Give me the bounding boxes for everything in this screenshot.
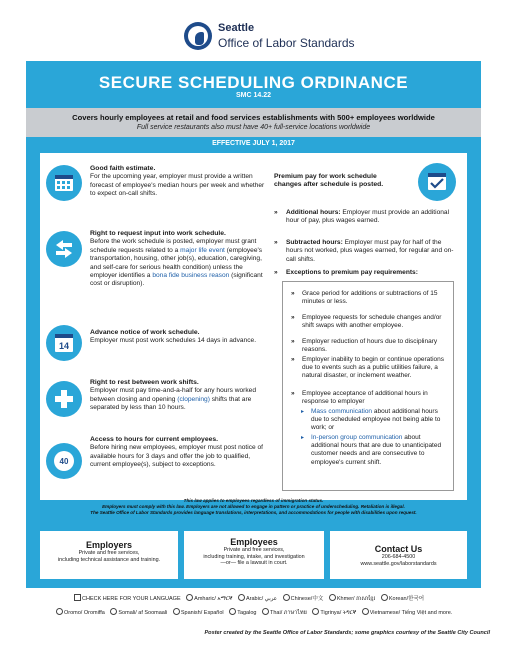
svg-text:40: 40: [59, 457, 69, 466]
contact-box: [330, 531, 467, 579]
item-text: Before the work schedule is posted, employer must grant schedule requests related to a: [90, 238, 257, 254]
arrow-icon: »: [291, 338, 295, 345]
bullet-additional-hours: » Additional hours: Employer must provide an additional hour of pay, plus wages earned.: [274, 209, 450, 225]
arrow-icon: »: [274, 269, 278, 276]
arrow-icon: »: [274, 239, 278, 246]
language-option[interactable]: Tigrinya/ ትግርኛ: [312, 610, 356, 616]
item-heading: Good faith estimate.: [90, 165, 156, 172]
item-text: For the upcoming year, employer must provide a written forecast of employee's median hours per week and whether to expect on-call shifts.: [90, 173, 265, 198]
language-option[interactable]: Somali/ af Soomaali: [110, 610, 167, 616]
bullet-exceptions: » Exceptions to premium pay requirements:: [274, 269, 418, 276]
language-option[interactable]: Khmer/ ភាសាខ្មែរ: [329, 596, 375, 602]
org-name: Seattle: [218, 22, 255, 34]
calendar-grid-icon: [46, 165, 82, 201]
advance-notice: [90, 329, 265, 346]
item-text: (employee's transportation, housing, other job(s), education, caregiving, and self-care for serious health condition) unless the employer identifies a: [90, 246, 263, 280]
coverage-bar: [26, 108, 481, 137]
plus-icon: [46, 381, 82, 417]
clock-40-icon: [46, 443, 82, 479]
contact-website[interactable]: www.seattle.gov/laborstandards: [360, 560, 437, 567]
calendar-check-icon: [418, 163, 456, 201]
premium-pay-heading: Premium pay for work schedule changes after schedule is posted.: [274, 173, 384, 189]
exception-item: » Employer reduction of hours due to disciplinary reasons.: [291, 338, 438, 354]
checkbox-icon[interactable]: [74, 594, 81, 601]
legal-notes: This law applies to employees regardless of immigration status. Employers must comply with this law. Employers are not allowed to engage in pattern or practice of underscheduling. Retaliation is illegal. The Seattle Office of Labor Standards provides language translations, interpretations, and accommodations for people with disabilities upon request.: [90, 498, 417, 516]
item-text: (significant cost or disruption).: [90, 272, 263, 288]
language-option[interactable]: Tagalog: [229, 610, 256, 616]
coverage-text: Covers hourly employees at retail and food services establishments with 500+ employees worldwide: [72, 113, 435, 122]
item-heading: Right to request input into work schedule.: [90, 230, 226, 237]
item-text: shifts that are separated by less than 10 hours.: [90, 395, 252, 412]
sub-exception-item: ▸ In-person group communication about additional hours that are due to unanticipated customer needs and are consecutive to employee's current shift.: [301, 434, 442, 466]
language-option[interactable]: Korean/한국어: [381, 596, 424, 602]
item-heading: Advance notice of work schedule.: [90, 329, 200, 336]
in-person-communication-link[interactable]: In-person group communication: [311, 434, 403, 441]
check-language-label: CHECK HERE FOR YOUR LANGUAGE: [74, 596, 181, 602]
triangle-bullet-icon: ▸: [301, 435, 305, 441]
exception-item: » Employee acceptance of additional hours in response to employer: [291, 390, 428, 406]
arrow-icon: »: [291, 356, 295, 363]
language-option[interactable]: Chinese/中文: [283, 596, 324, 602]
employers-box: Employers Private and free services, including technical assistance and training.: [40, 531, 178, 579]
bona-fide-reason-link[interactable]: bona fide business reason: [152, 272, 230, 280]
language-option[interactable]: Amharic/ አማርኛ: [186, 596, 232, 602]
svg-text:14: 14: [58, 341, 70, 351]
page-header: [0, 0, 507, 62]
org-office: Office of Labor Standards: [218, 36, 355, 50]
poster: [26, 61, 481, 588]
language-option[interactable]: Thai/ ภาษาไทย: [262, 610, 307, 616]
exception-item: » Grace period for additions or subtractions of 15 minutes or less.: [291, 290, 438, 306]
mass-communication-link[interactable]: Mass communication: [311, 408, 373, 415]
clopening-link[interactable]: (clopening): [177, 395, 210, 403]
exception-item: » Employer inability to begin or continue operations due to events such as a public utilities failure, a natural disaster, or inclement weather.: [291, 356, 445, 380]
triangle-bullet-icon: ▸: [301, 409, 305, 415]
poster-credit: Poster created by the Seattle Office of Labor Standards; some graphics courtesy of the Seattle City Council: [204, 630, 490, 636]
arrow-icon: »: [274, 209, 278, 216]
contact-phone: 206-684-4500: [381, 554, 416, 560]
language-option[interactable]: Oromo/ Oromiffa: [56, 610, 105, 616]
language-option[interactable]: Vietnamese/ Tiếng Việt and more.: [362, 610, 453, 616]
item-heading: Access to hours for current employees.: [90, 436, 219, 443]
box-title: Employers: [85, 540, 133, 550]
language-selector: [64, 592, 484, 620]
exceptions-box: [282, 281, 454, 491]
bullet-subtracted-hours: » Subtracted hours: Employer must pay for half of the hours not worked, plus wages earned, for regular and on-call shifts.: [274, 239, 454, 263]
request-input: [90, 230, 265, 289]
employees-box: Employees Private and free services, including training, intake, and investigation —or— file a lawsuit in court.: [184, 531, 324, 579]
language-option[interactable]: Spanish/ Español: [173, 610, 224, 616]
good-faith-estimate: [90, 165, 265, 199]
box-title: Employees: [230, 537, 278, 547]
city-seal-logo: [184, 22, 212, 50]
ordinance-code: SMC 14.22: [235, 92, 272, 99]
content-panel: [40, 153, 467, 500]
item-text: Before hiring new employees, employer must post notice of available hours for 3 days and offer the job to qualified, current employee(s), subject to exceptions.: [90, 444, 263, 469]
effective-date: EFFECTIVE JULY 1, 2017: [212, 140, 295, 147]
right-to-rest: [90, 379, 265, 413]
box-title: Contact Us: [374, 544, 423, 554]
poster-title: SECURE SCHEDULING ORDINANCE: [98, 73, 409, 92]
access-to-hours: [90, 436, 265, 470]
arrow-icon: »: [291, 290, 295, 297]
major-life-event-link[interactable]: major life event: [180, 246, 225, 254]
item-text: Employer must pay time-and-a-half for any hours worked between closing and opening: [90, 387, 257, 403]
calendar-14-icon: [46, 325, 82, 361]
language-option[interactable]: Arabic/ عربي: [238, 596, 277, 602]
coverage-note: Full service restaurants also must have 40+ full-service locations worldwide: [136, 124, 371, 131]
arrow-icon: »: [291, 390, 295, 397]
arrow-swap-icon: [46, 231, 82, 267]
arrow-icon: »: [291, 314, 295, 321]
exception-item: » Employee requests for schedule changes and/or shift swaps with another employee.: [291, 314, 442, 330]
item-text: Employer must post work schedules 14 days in advance.: [90, 337, 257, 345]
item-heading: Right to rest between work shifts.: [90, 379, 199, 386]
sub-exception-item: ▸ Mass communication about additional hours due to scheduled employee not being able to work; or: [301, 408, 441, 432]
